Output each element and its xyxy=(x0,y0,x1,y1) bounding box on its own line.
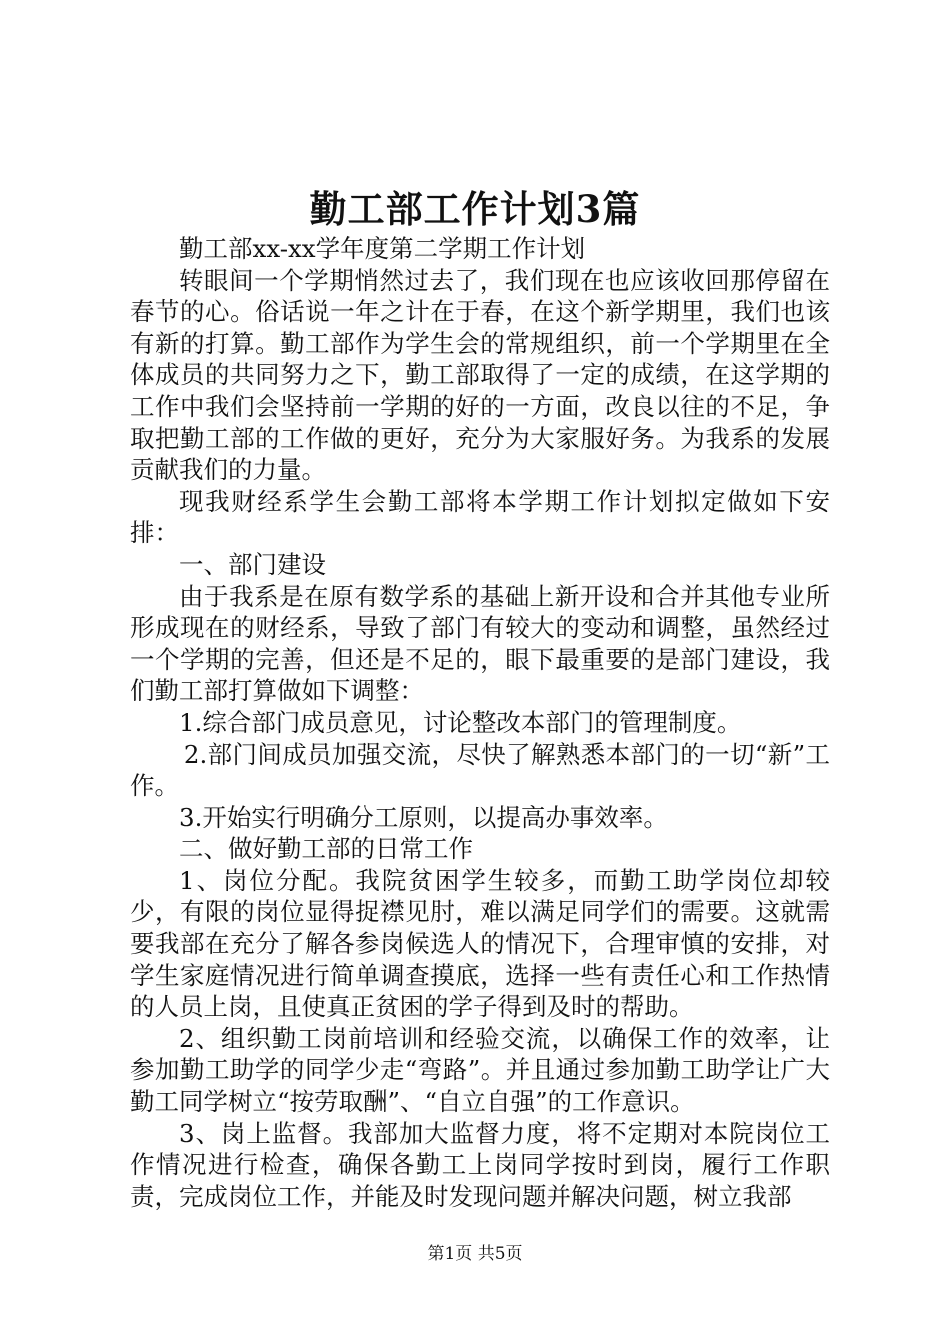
page-footer: 第1页 共5页 xyxy=(427,1244,523,1264)
paragraph-subtitle: 勤工部xx-xx学年度第二学期工作计划 xyxy=(179,234,586,263)
document-title: 勤工部工作计划3篇 xyxy=(309,187,641,231)
list-item-2: 2.部门间成员加强交流，尽快了解熟悉本部门的一切“新”工作。 xyxy=(130,739,830,801)
section-heading-1: 一、部门建设 xyxy=(179,549,326,579)
paragraph-intro: 转眼间一个学期悄然过去了，我们现在也应该收回那停留在春节的心。俗话说一年之计在于春，在这个新学期里，我们也该有新的打算。勤工部作为学生会的常规组织，前一个学期里在全体成员的共同努力之下，勤工部取得了一定的成绩，在这学期的工作中我们会坚持前一学期的好的一方面，改良以往的不足，争取把勤工部的工作做的更好，充分为大家服好务。为我系的发展贡献我们的力量。 xyxy=(130,265,830,485)
paragraph-department-building: 由于我系是在原有数学系的基础上新开设和合并其他专业所形成现在的财经系，导致了部门有较大的变动和调整，虽然经过一个学期的完善，但还是不足的，眼下最重要的是部门建设，我们勤工部打算做如下调整： xyxy=(130,581,830,706)
section-heading-2: 二、做好勤工部的日常工作 xyxy=(179,834,473,864)
document-body xyxy=(130,233,830,1212)
list-item-3: 3.开始实行明确分工原则，以提高办事效率。 xyxy=(179,802,668,832)
paragraph-arrangement: 现我财经系学生会勤工部将本学期工作计划拟定做如下安排： xyxy=(130,486,830,548)
paragraph-supervision: 3、岗上监督。我部加大监督力度，将不定期对本院岗位工作情况进行检查，确保各勤工上岗同学按时到岗，履行工作职责，完成岗位工作，并能及时发现问题并解决问题，树立我部 xyxy=(130,1118,830,1211)
paragraph-training: 2、组织勤工岗前培训和经验交流，以确保工作的效率，让参加勤工助学的同学少走“弯路”。并且通过参加勤工助学让广大勤工同学树立“按劳取酬”、“自立自强”的工作意识。 xyxy=(130,1023,830,1117)
list-item-1: 1.综合部门成员意见，讨论整改本部门的管理制度。 xyxy=(179,707,742,737)
paragraph-post-allocation: 1、岗位分配。我院贫困学生较多，而勤工助学岗位却较少，有限的岗位显得捉襟见肘，难以满足同学们的需要。这就需要我部在充分了解各参岗候选人的情况下，合理审慎的安排，对学生家庭情况进行简单调查摸底，选择一些有责任心和工作热情的人员上岗，且使真正贫困的学子得到及时的帮助。 xyxy=(130,865,830,1022)
